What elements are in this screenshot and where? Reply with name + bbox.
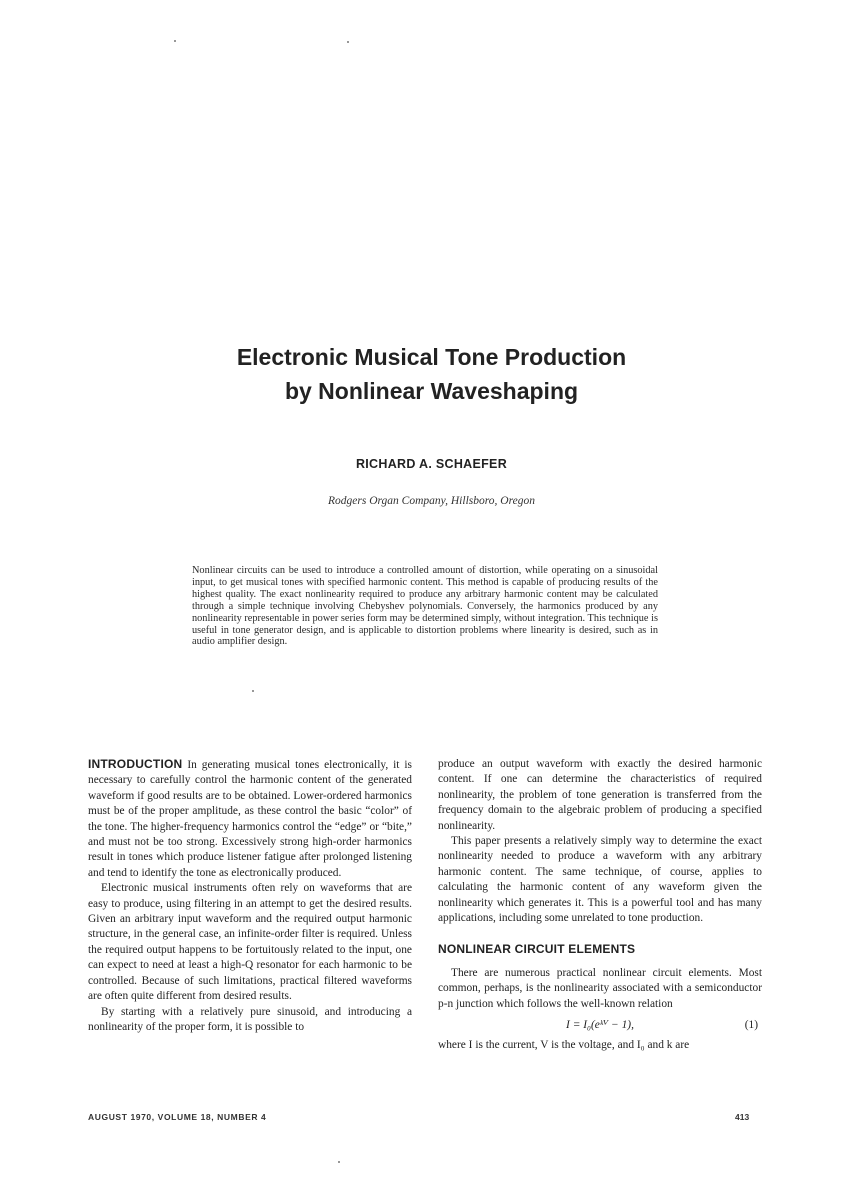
equation-expression: I = I₀(eᵏⱽ − 1), xyxy=(566,1019,634,1032)
section-heading: NONLINEAR CIRCUIT ELEMENTS xyxy=(438,942,636,957)
scan-speck xyxy=(347,41,349,43)
journal-issue: AUGUST 1970, VOLUME 18, NUMBER 4 xyxy=(88,1112,267,1122)
paper-title xyxy=(0,340,863,408)
intro-paragraph xyxy=(88,757,412,881)
author-affiliation: Rodgers Organ Company, Hillsboro, Oregon xyxy=(328,495,535,507)
left-column xyxy=(88,757,412,1035)
equation-number: (1) xyxy=(744,1019,758,1032)
body-paragraph: where I is the current, V is the voltage, and I₀ and k are xyxy=(438,1039,690,1052)
equation-1 xyxy=(438,1012,762,1038)
body-paragraph: By starting with a relatively pure sinusoid, and introducing a nonlinearity of the proper form, it is possible to xyxy=(88,1005,412,1033)
author-name: RICHARD A. SCHAEFER xyxy=(355,457,508,471)
title-line-2: by Nonlinear Waveshaping xyxy=(284,378,579,404)
abstract: Nonlinear circuits can be used to introduce a controlled amount of distortion, while operating on a sinusoidal input, to get musical tones with specified harmonic content. This method is capable of producing results of the highest quality. The exact nonlinearity required to produce any arbitrary harmonic content may be calculated through a simple technique involving Chebyshev polynomials. Conversely, the harmonics produced by any nonlinearity representable in power series form may be determined simply, without integration. This technique is useful in tone generator design, and is applicable to distortion problems where linearity is desired, such as in audio amplifier design. xyxy=(192,565,658,648)
body-paragraph: This paper presents a relatively simply way to determine the exact nonlinearity needed to produce a waveform with any arbitrary harmonic content. The same technique, of course, applies to calculating the harmonic content of any waveform given the nonlinearity which generates it. This is a powerful tool and has many applications, including some unrelated to tone production. xyxy=(438,835,762,925)
scan-speck xyxy=(338,1161,340,1163)
intro-heading: INTRODUCTION xyxy=(88,757,183,771)
title-line-1: Electronic Musical Tone Production xyxy=(236,344,627,370)
scan-speck xyxy=(252,690,254,692)
intro-text: In generating musical tones electronically, it is necessary to carefully control the harmonic content of the generated waveform if good results are to be obtained. Lower-ordered harmonics must be of the proper amplitude, as these control the basic “color” of the tone. The higher-frequency harmonics control the “edge” or “bite,” and must not be too strong. Excessively strong high-order harmonics result in tones which produce listener fatigue after prolonged listening and tend to identify the tone as electronically produced. xyxy=(88,759,412,879)
scan-speck xyxy=(174,40,176,42)
right-column xyxy=(438,757,762,1054)
body-paragraph: produce an output waveform with exactly the desired harmonic content. If one can determine the characteristics of required nonlinearity, the problem of tone generation is transferred from the frequency domain to the algebraic problem of producing a specified nonlinearity. xyxy=(438,758,762,832)
page-number: 413 xyxy=(735,1112,750,1122)
body-paragraph: There are numerous practical nonlinear circuit elements. Most common, perhaps, is the nonlinearity associated with a semiconductor p-n junction which follows the well-known relation xyxy=(438,966,762,1010)
body-paragraph: Electronic musical instruments often rely on waveforms that are easy to produce, using filtering in an attempt to get the desired results. Given an arbitrary input waveform and the required output harmonic structure, in the general case, an infinite-order filter is required. Unless the required output happens to be fortuitously related to the input, one can expect to need at least a high-Q resonator for each harmonic to be controlled. Because of such limitations, practical filtered waveforms are often quite different from desired results. xyxy=(88,882,412,1003)
